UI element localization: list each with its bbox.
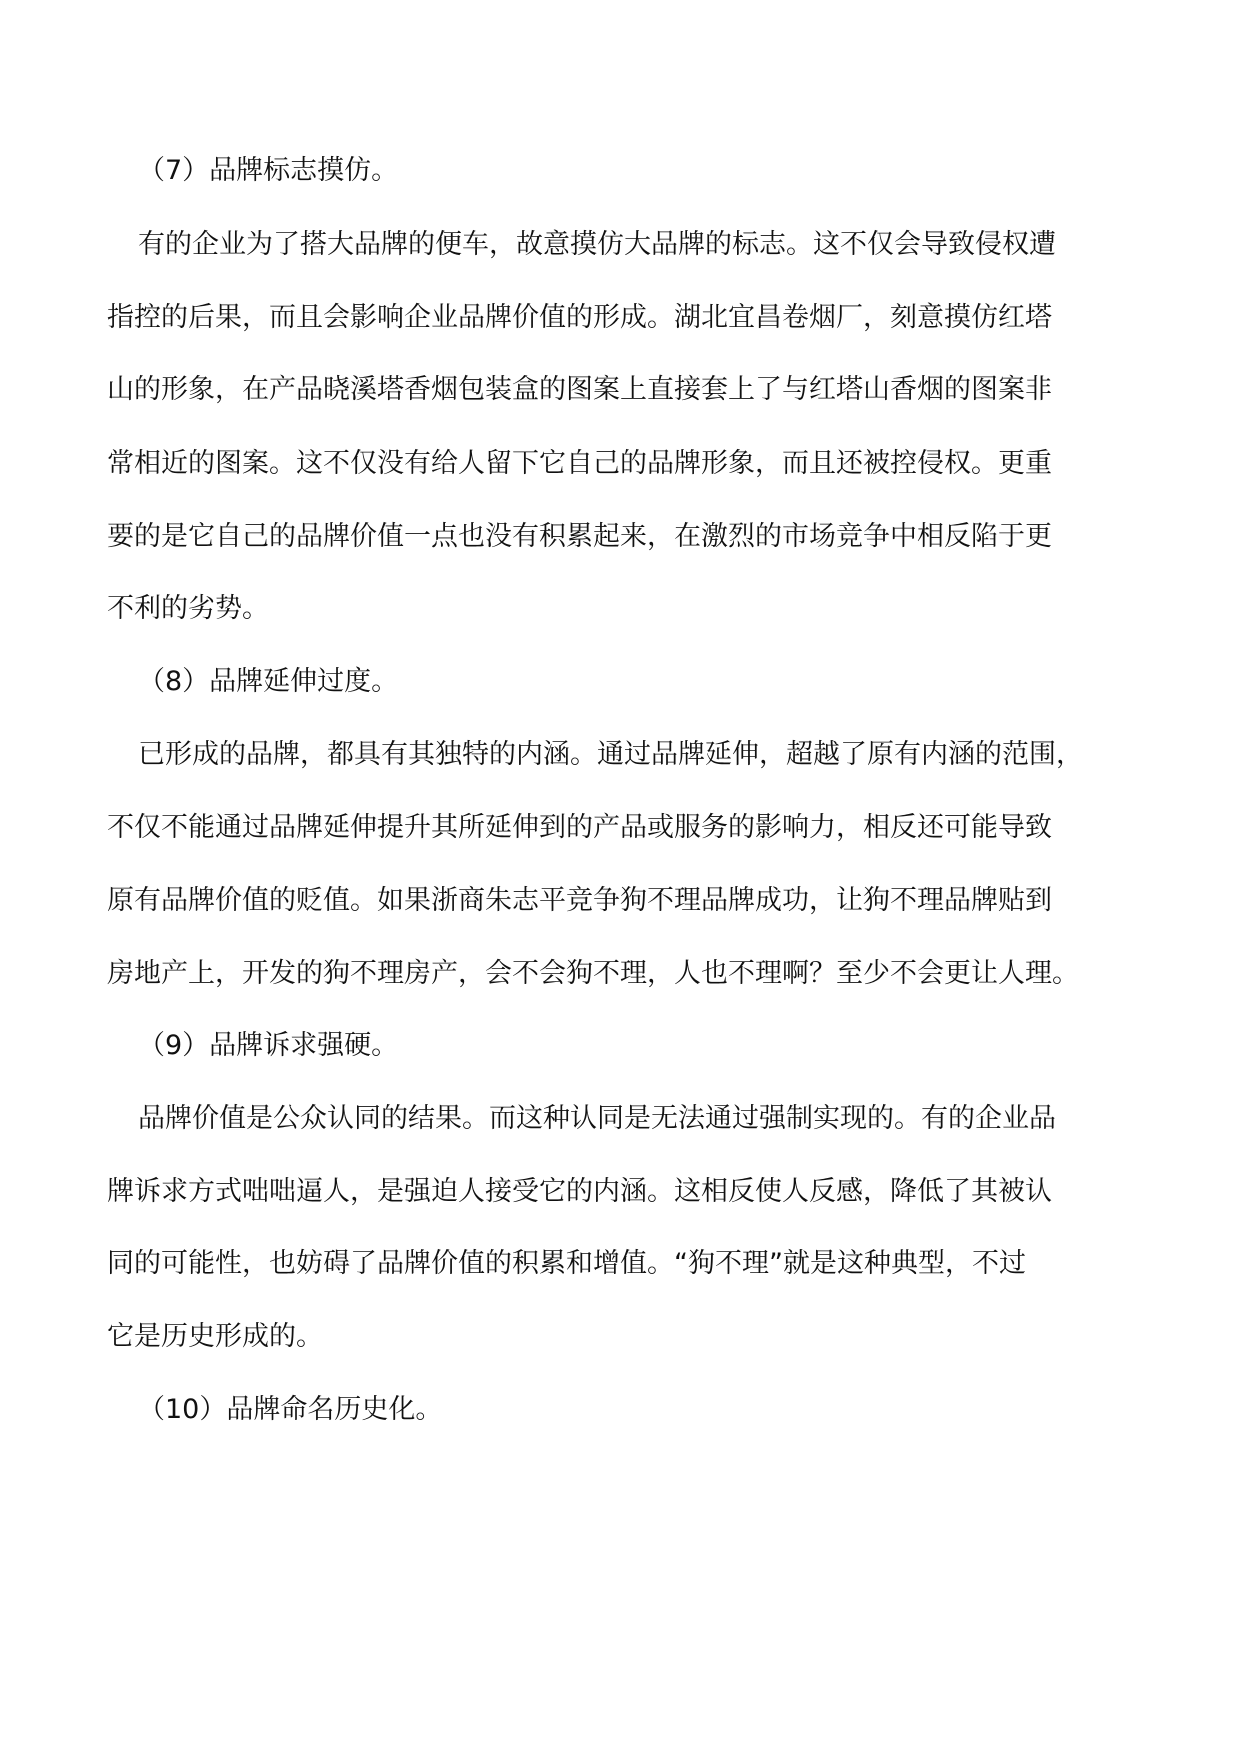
paragraph-line: 指控的后果，而且会影响企业品牌价值的形成。湖北宜昌卷烟厂，刻意摸仿红塔 bbox=[107, 302, 1052, 333]
paragraph-line: 已形成的品牌，都具有其独特的内涵。通过品牌延伸，超越了原有内涵的范围， bbox=[138, 739, 1083, 770]
section-heading-7: （7）品牌标志摸仿。 bbox=[138, 155, 399, 186]
paragraph-line: 原有品牌价值的贬值。如果浙商朱志平竞争狗不理品牌成功，让狗不理品牌贴到 bbox=[107, 885, 1052, 916]
paragraph-line: 它是历史形成的。 bbox=[107, 1321, 323, 1352]
paragraph-line: 牌诉求方式咄咄逼人，是强迫人接受它的内涵。这相反使人反感，降低了其被认 bbox=[107, 1176, 1052, 1207]
paragraph-line: 房地产上，开发的狗不理房产，会不会狗不理，人也不理啊？至少不会更让人理。 bbox=[107, 958, 1079, 989]
section-heading-10: （10）品牌命名历史化。 bbox=[138, 1394, 443, 1425]
section-heading-8: （8）品牌延伸过度。 bbox=[138, 666, 399, 697]
paragraph-line: 山的形象，在产品晓溪塔香烟包装盒的图案上直接套上了与红塔山香烟的图案非 bbox=[107, 374, 1052, 405]
paragraph-line: 不仅不能通过品牌延伸提升其所延伸到的产品或服务的影响力，相反还可能导致 bbox=[107, 812, 1052, 843]
paragraph-line: 有的企业为了搭大品牌的便车，故意摸仿大品牌的标志。这不仅会导致侵权遭 bbox=[138, 229, 1056, 260]
paragraph-line: 品牌价值是公众认同的结果。而这种认同是无法通过强制实现的。有的企业品 bbox=[138, 1103, 1056, 1134]
section-heading-9: （9）品牌诉求强硬。 bbox=[138, 1030, 399, 1061]
paragraph-line: 同的可能性，也妨碍了品牌价值的积累和增值。“狗不理”就是这种典型，不过 bbox=[107, 1248, 1026, 1279]
paragraph-line: 要的是它自己的品牌价值一点也没有积累起来，在激烈的市场竞争中相反陷于更 bbox=[107, 521, 1052, 552]
paragraph-line: 不利的劣势。 bbox=[107, 593, 269, 624]
paragraph-line: 常相近的图案。这不仅没有给人留下它自己的品牌形象，而且还被控侵权。更重 bbox=[107, 448, 1052, 479]
